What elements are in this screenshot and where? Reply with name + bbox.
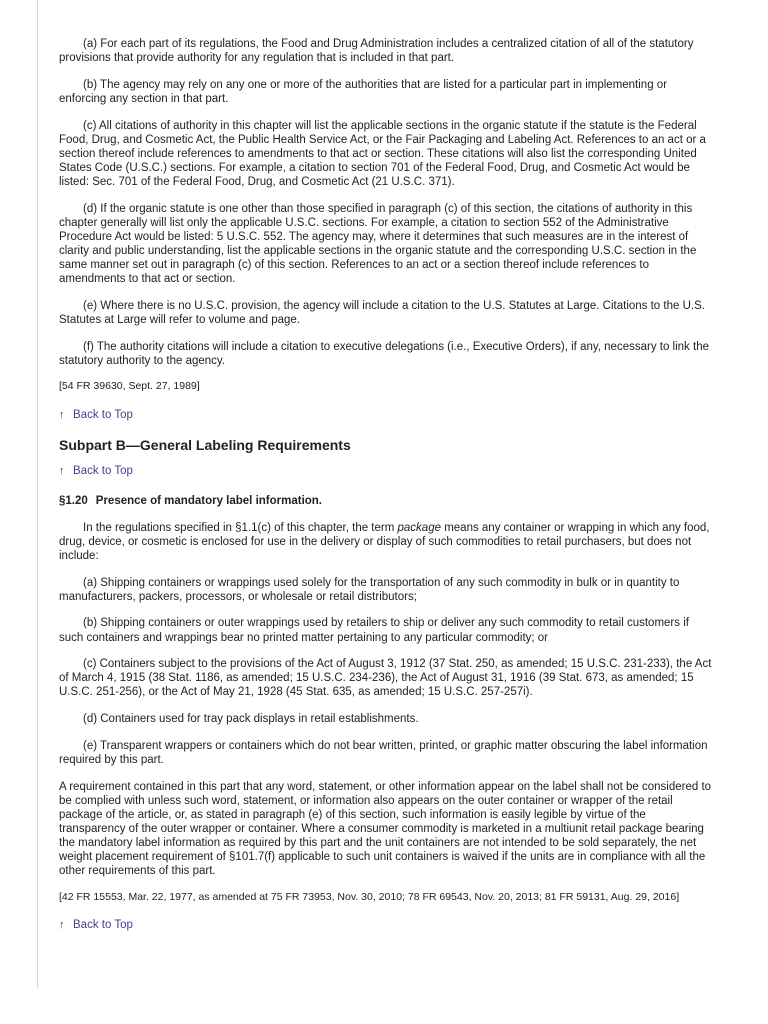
back-to-top-link[interactable] [59,464,133,478]
paragraph-a: (a) For each part of its regulations, the Food and Drug Administration includes a centralized citation of all of the statutory provisions that provide authority for any regulation that is included in that part. [59,38,694,65]
intro-term: package [397,521,441,534]
paragraph-c: (c) All citations of authority in this chapter will list the applicable sections in the organic statute if the statute is the Federal Food, Drug, and Cosmetic Act, the Public Health Service Act, or the Fair Packaging and Labeling Act. References to an act or a section thereof include references to amendments to that act or section. These citations will also list the corresponding United States Code (U.S.C.) sections. For example, a citation to section 701 of the Federal Food, Drug, and Cosmetic Act would be listed: Sec. 701 of the Federal Food, Drug, and Cosmetic Act (21 U.S.C. 371). [59,119,706,188]
subpart-heading: Subpart B—General Labeling Requirements [59,436,351,453]
back-to-top-label: Back to Top [73,919,133,932]
page-left-rule [37,0,38,988]
paragraph-f: (f) The authority citations will include a citation to executive delegations (i.e., Executive Orders), if any, necessary to link the statutory authority to the agency. [59,340,709,367]
section-source-citation: [42 FR 15553, Mar. 22, 1977, as amended at 75 FR 73953, Nov. 30, 2010; 78 FR 69543, Nov. 20, 2013; 81 FR 59131, Aug. 29, 2016] [59,890,680,903]
section-heading [59,494,714,508]
section-closing-paragraph: A requirement contained in this part that any word, statement, or other information appear on the label shall not be considered to be complied with unless such word, statement, or information also appears on the outer container or wrapper of the retail package of the article, or, as stated in paragraph (e) of this section, such information is easily legible by virtue of the transparency of the outer wrapper or container. Where a consumer commodity is marketed in a multiunit retail package bearing the mandatory label information as required by this part and the unit containers are not intended to be sold separately, the net weight placement requirement of §101.7(f) applicable to such unit containers is waived if the units are in compliance with all the other requirements of this part. [59,780,712,878]
paragraph-d: (d) If the organic statute is one other than those specified in paragraph (c) of this section, the citations of authority in this chapter generally will list only the applicable U.S.C. sections. For example, a citation to section 552 of the Administrative Procedure Act would be listed: 5 U.S.C. 552. The agency may, where it determines that such measures are in the interest of clarity and public understanding, list the applicable sections in the organic statute and the corresponding U.S.C. section in the same manner set out in paragraph (c) of this section. References to an act or a section thereof include references to amendments to that act or section. [59,202,697,286]
intro-text-after: means any container or wrapping in which any food, drug, device, or cosmetic is enclosed for use in the delivery or display of such commodities to retail purchasers, but does not include: [59,521,710,562]
arrow-up-icon: ↑ [59,408,65,421]
section-paragraph-d: (d) Containers used for tray pack displays in retail establishments. [83,713,419,726]
back-to-top-link[interactable] [59,918,133,932]
back-to-top-link[interactable] [59,408,133,422]
section-paragraph-b: (b) Shipping containers or outer wrappings used by retailers to ship or deliver any such commodity to retail customers if such containers and wrappings bear no printed matter pertaining to any particular commodity; or [59,617,689,644]
section-paragraph-a: (a) Shipping containers or wrappings used solely for the transportation of any such commodity in bulk or in quantity to manufacturers, packers, processors, or wholesale or retail distributors; [59,576,680,603]
paragraph-e: (e) Where there is no U.S.C. provision, the agency will include a citation to the U.S. Statutes at Large. Citations to the U.S. Statutes at Large will refer to volume and page. [59,299,705,326]
intro-text-before: In the regulations specified in §1.1(c) of this chapter, the term [83,521,398,534]
source-citation: [54 FR 39630, Sept. 27, 1989] [59,380,200,393]
document-body [59,37,714,948]
arrow-up-icon: ↑ [59,919,65,932]
paragraph-b: (b) The agency may rely on any one or more of the authorities that are listed for a particular part in implementing or enforcing any section in that part. [59,78,668,105]
section-intro [59,521,714,563]
arrow-up-icon: ↑ [59,465,65,478]
back-to-top-label: Back to Top [73,408,133,421]
section-title: Presence of mandatory label information. [95,495,323,508]
back-to-top-label: Back to Top [73,465,133,478]
section-number: §1.20 [59,495,88,508]
section-paragraph-c: (c) Containers subject to the provisions of the Act of August 3, 1912 (37 Stat. 250, as amended; 15 U.S.C. 231-233), the Act of March 4, 1915 (38 Stat. 1186, as amended; 15 U.S.C. 234-236), the Act of August 31, 1916 (39 Stat. 673, as amended; 15 U.S.C. 251-256), or the Act of May 21, 1928 (45 Stat. 635, as amended; 15 U.S.C. 257-257i). [59,658,712,699]
section-paragraph-e: (e) Transparent wrappers or containers which do not bear written, printed, or graphic matter obscuring the label information required by this part. [59,739,708,766]
